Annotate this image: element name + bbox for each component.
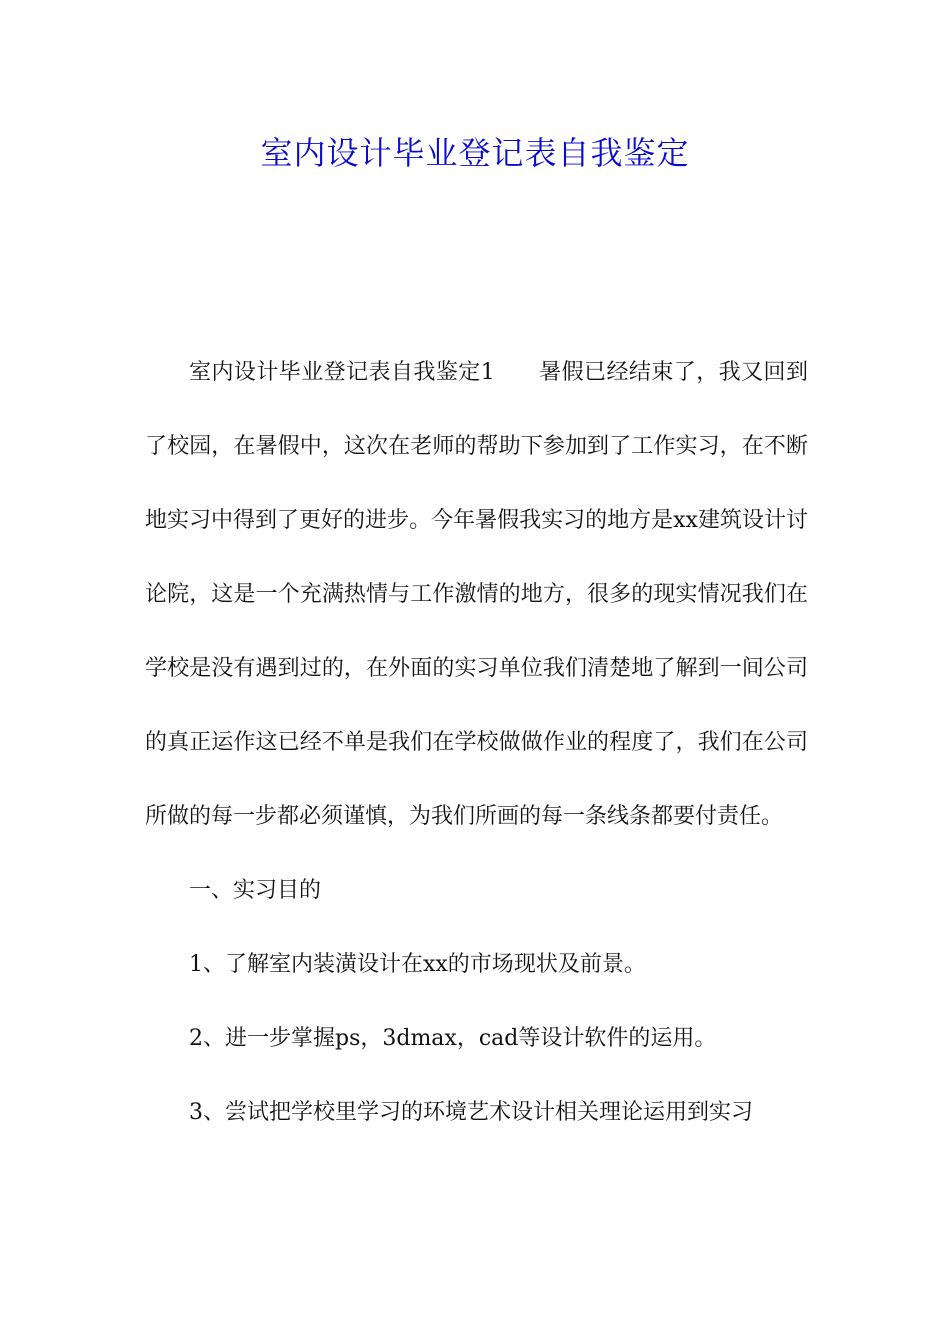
list-item: 1、了解室内装潢设计在xx的市场现状及前景。 [189, 952, 646, 977]
list-item: 2、进一步掌握ps，3dmax，cad等设计软件的运用。 [189, 1026, 717, 1051]
paragraph-lead: 室内设计毕业登记表自我鉴定1 [189, 360, 495, 385]
list-item: 3、尝试把学校里学习的环境艺术设计相关理论运用到实习 [189, 1100, 753, 1125]
paragraph-text: 暑假已经结束了，我又回到了校园，在暑假中，这次在老师的帮助下参加到了工作实习，在不断地实习中得到了更好的进步。今年暑假我实习的地方是xx建筑设计讨论院，这是一个充满热情与工作激情的地方，很多的现实情况我们在学校是没有遇到过的，在外面的实习单位我们清楚地了解到一间公司的真正运作这已经不单是我们在学校做做作业的程度了，我们在公司所做的每一步都必须谨慎，为我们所画的每一条线条都要付责任。 [145, 360, 808, 829]
document-body [145, 336, 808, 1150]
paragraph-intro [145, 336, 808, 854]
section-heading: 一、实习目的 [189, 878, 322, 903]
document-title: 室内设计毕业登记表自我鉴定 [260, 134, 690, 172]
